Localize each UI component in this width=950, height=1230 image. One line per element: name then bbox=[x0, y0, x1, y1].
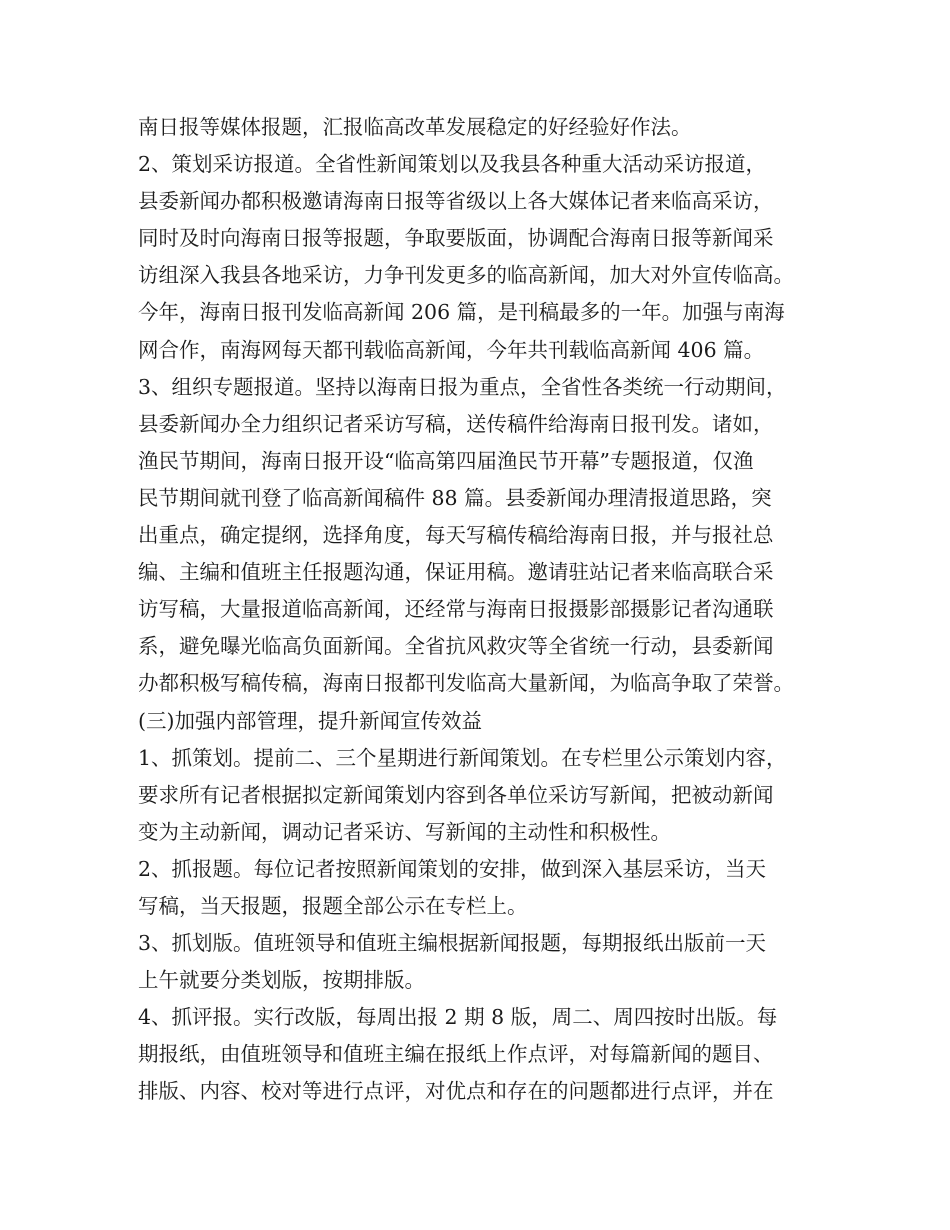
section-heading: (三)加强内部管理，提升新闻宣传效益 bbox=[138, 708, 482, 733]
text-line: 民节期间就刊登了临高新闻稿件 88 篇。县委新闻办理清报道思路，突 bbox=[138, 485, 772, 510]
text-line: 3、抓划版。值班领导和值班主编根据新闻报题，每期报纸出版前一天 bbox=[138, 931, 767, 956]
text-line: 访写稿，大量报道临高新闻，还经常与海南日报摄影部摄影记者沟通联 bbox=[138, 597, 774, 622]
text-line: 渔民节期间，海南日报开设“临高第四届渔民节开幕”专题报道，仅渔 bbox=[138, 448, 754, 473]
text-line: 2、抓报题。每位记者按照新闻策划的安排，做到深入基层采访，当天 bbox=[138, 856, 767, 881]
body-text bbox=[138, 109, 838, 1111]
text-line: 上午就要分类划版，按期排版。 bbox=[138, 968, 425, 993]
text-line: 要求所有记者根据拟定新闻策划内容到各单位采访写新闻，把被动新闻 bbox=[138, 782, 774, 807]
text-line: 系，避免曝光临高负面新闻。全省抗风救灾等全省统一行动，县委新闻 bbox=[138, 634, 774, 659]
text-line: 期报纸，由值班领导和值班主编在报纸上作点评，对每篇新闻的题目、 bbox=[138, 1042, 774, 1067]
text-line: 编、主编和值班主任报题沟通，保证用稿。邀请驻站记者来临高联合采 bbox=[138, 560, 774, 585]
text-line: 排版、内容、校对等进行点评，对优点和存在的问题都进行点评，并在 bbox=[138, 1079, 774, 1104]
text-line: 县委新闻办全力组织记者采访写稿，送传稿件给海南日报刊发。诸如， bbox=[138, 411, 774, 436]
text-line: 同时及时向海南日报等报题，争取要版面，协调配合海南日报等新闻采 bbox=[138, 226, 774, 251]
text-line: 2、策划采访报道。全省性新闻策划以及我县各种重大活动采访报道， bbox=[138, 152, 767, 177]
text-line: 变为主动新闻，调动记者采访、写新闻的主动性和积极性。 bbox=[138, 819, 671, 844]
text-line: 访组深入我县各地采访，力争刊发更多的临高新闻，加大对外宣传临高。 bbox=[138, 263, 794, 288]
text-line: 出重点，确定提纲，选择角度，每天写稿传稿给海南日报，并与报社总 bbox=[138, 523, 774, 548]
text-line: 写稿，当天报题，报题全部公示在专栏上。 bbox=[138, 893, 528, 918]
text-line: 今年，海南日报刊发临高新闻 206 篇，是刊稿最多的一年。加强与南海 bbox=[138, 300, 785, 325]
text-line: 办都积极写稿传稿，海南日报都刊发临高大量新闻，为临高争取了荣誉。 bbox=[138, 671, 794, 696]
text-line: 1、抓策划。提前二、三个星期进行新闻策划。在专栏里公示策划内容， bbox=[138, 745, 787, 770]
text-line: 3、组织专题报道。坚持以海南日报为重点，全省性各类统一行动期间， bbox=[138, 374, 787, 399]
text-line: 网合作，南海网每天都刊载临高新闻，今年共刊载临高新闻 406 篇。 bbox=[138, 337, 765, 362]
text-line: 县委新闻办都积极邀请海南日报等省级以上各大媒体记者来临高采访， bbox=[138, 189, 774, 214]
text-line: 4、抓评报。实行改版，每周出报 2 期 8 版，周二、周四按时出版。每 bbox=[138, 1005, 778, 1030]
text-line: 南日报等媒体报题，汇报临高改革发展稳定的好经验好作法。 bbox=[138, 115, 692, 139]
